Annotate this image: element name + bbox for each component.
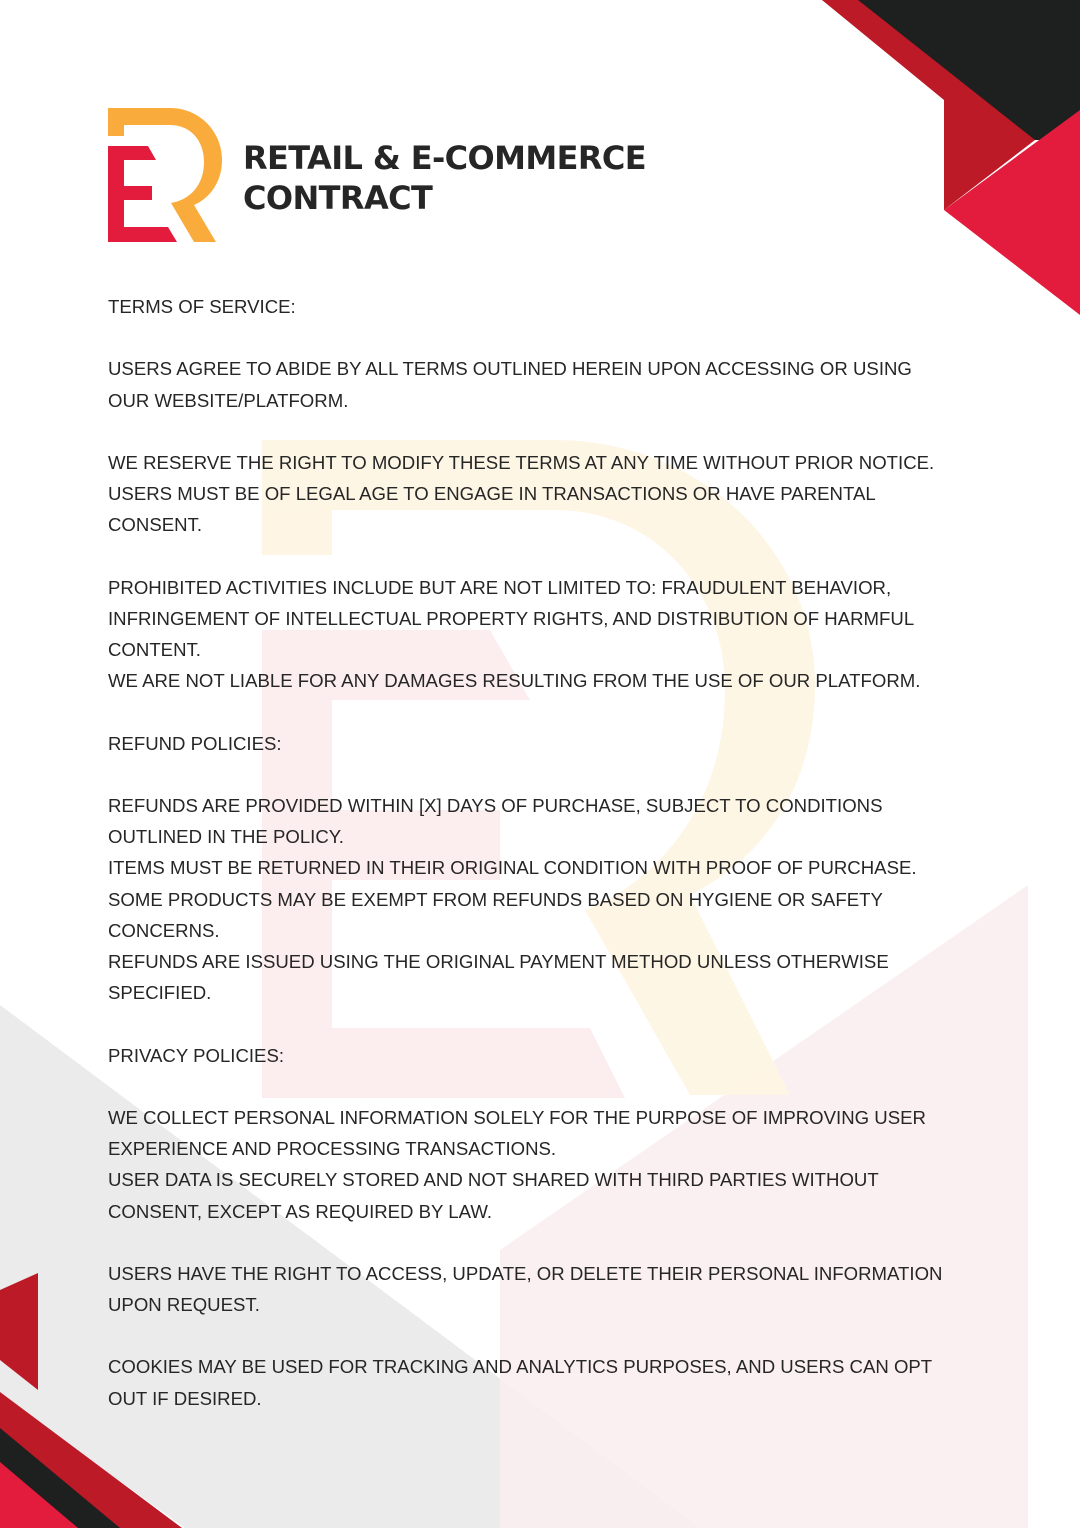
text-line: ITEMS MUST BE RETURNED IN THEIR ORIGINAL CONDITION WITH PROOF OF PURCHASE. — [108, 857, 917, 879]
text-line: PROHIBITED ACTIVITIES INCLUDE BUT ARE NOT LIMITED TO: FRAUDULENT BEHAVIOR, — [108, 576, 892, 598]
text-line: REFUND POLICIES: — [108, 732, 282, 754]
logo-r-shape — [108, 108, 222, 242]
paragraph — [108, 572, 1008, 697]
text-line: OUTLINED IN THE POLICY. — [108, 826, 344, 847]
text-line: WE ARE NOT LIABLE FOR ANY DAMAGES RESULTING FROM THE USE OF OUR PLATFORM. — [108, 670, 921, 692]
paragraph — [108, 728, 1008, 759]
paragraph — [108, 353, 1008, 416]
text-line: COOKIES MAY BE USED FOR TRACKING AND ANALYTICS PURPOSES, AND USERS CAN OPT — [108, 1356, 933, 1378]
text-line: WE RESERVE THE RIGHT TO MODIFY THESE TERMS AT ANY TIME WITHOUT PRIOR NOTICE. — [108, 451, 935, 473]
text-line: OUR WEBSITE/PLATFORM. — [108, 389, 349, 411]
text-line: INFRINGEMENT OF INTELLECTUAL PROPERTY RIGHTS, AND DISTRIBUTION OF HARMFUL — [108, 607, 915, 629]
text-line: UPON REQUEST. — [108, 1294, 260, 1315]
text-line: EXPERIENCE AND PROCESSING TRANSACTIONS. — [108, 1138, 557, 1159]
er-logo — [104, 104, 226, 248]
text-line: SPECIFIED. — [108, 982, 212, 1004]
paragraph — [108, 1040, 1008, 1071]
text-line: USERS MUST BE OF LEGAL AGE TO ENGAGE IN TRANSACTIONS OR HAVE PARENTAL — [108, 483, 876, 504]
text-line: USERS AGREE TO ABIDE BY ALL TERMS OUTLINED HEREIN UPON ACCESSING OR USING — [108, 358, 912, 380]
text-line: CONCERNS. — [108, 919, 220, 941]
paragraph — [108, 1102, 1008, 1227]
text-line: TERMS OF SERVICE: — [108, 296, 296, 317]
paragraph — [108, 1351, 1008, 1414]
title-line-2: CONTRACT — [243, 179, 433, 217]
text-line: USERS HAVE THE RIGHT TO ACCESS, UPDATE, OR DELETE THEIR PERSONAL INFORMATION — [108, 1262, 943, 1284]
logo-e-shape — [108, 146, 177, 242]
text-line: OUT IF DESIRED. — [108, 1387, 262, 1409]
paragraph — [108, 1258, 1008, 1321]
text-line: CONSENT, EXCEPT AS REQUIRED BY LAW. — [108, 1200, 493, 1222]
title-line-1: RETAIL & E-COMMERCE — [243, 139, 647, 177]
text-line: CONSENT. — [108, 514, 203, 536]
text-line: WE COLLECT PERSONAL INFORMATION SOLELY FOR THE PURPOSE OF IMPROVING USER — [108, 1106, 926, 1128]
text-line: SOME PRODUCTS MAY BE EXEMPT FROM REFUNDS BASED ON HYGIENE OR SAFETY — [108, 888, 883, 910]
paragraph — [108, 447, 1008, 541]
text-line: REFUNDS ARE PROVIDED WITHIN [X] DAYS OF PURCHASE, SUBJECT TO CONDITIONS — [108, 794, 883, 816]
paragraph — [108, 291, 1008, 322]
text-line: USER DATA IS SECURELY STORED AND NOT SHARED WITH THIRD PARTIES WITHOUT — [108, 1169, 879, 1191]
contract-body — [108, 291, 1008, 1445]
document-title — [243, 138, 646, 218]
paragraph — [108, 790, 1008, 1009]
text-line: PRIVACY POLICIES: — [108, 1044, 285, 1066]
text-line: REFUNDS ARE ISSUED USING THE ORIGINAL PAYMENT METHOD UNLESS OTHERWISE — [108, 951, 889, 972]
text-line: CONTENT. — [108, 639, 201, 660]
